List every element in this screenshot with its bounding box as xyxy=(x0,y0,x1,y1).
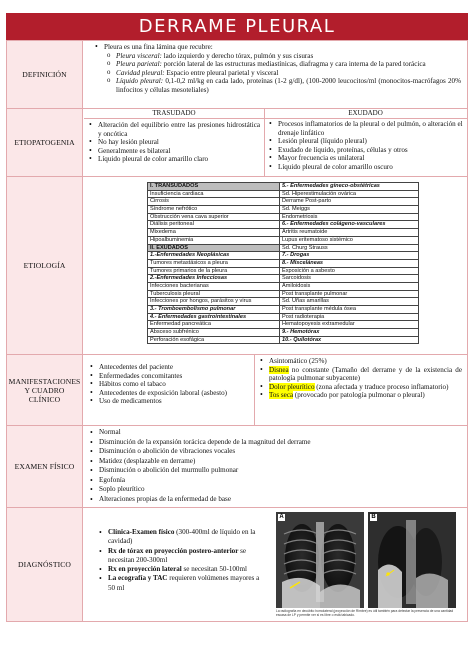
section-diagnostico xyxy=(6,508,468,622)
table-cell: 6.- Enfermedades colágeno-vasculares xyxy=(280,221,419,229)
list-item: • Clínica-Examen físico (300-400ml de líquido en la cavidad) xyxy=(98,528,268,547)
table-row xyxy=(148,259,419,267)
table-cell: Absceso subfrénico xyxy=(148,329,280,337)
definicion-label: DEFINICIÓN xyxy=(7,41,83,108)
table-cell: Mixedema xyxy=(148,229,280,237)
table-cell: 5.- Enfermedades gineco-obstétricas xyxy=(280,183,419,191)
list-item: • Rx de tórax en proyección postero-anterior se necesitan 200-300ml xyxy=(98,547,268,566)
table-row xyxy=(148,236,419,244)
definicion-item: o Líquido pleural: 0,1-0,2 ml/kg en cada lado, proteínas (1-2 g/dl), (100-2000 leucocitos/ml (monocitos-macrófagos 20% linfocitos y células mesoteliales) xyxy=(107,77,461,94)
list-item: • No hay lesión pleural xyxy=(88,138,260,147)
table-row xyxy=(148,190,419,198)
trasudado-header: TRASUDADO xyxy=(152,109,196,117)
list-item: • Hábitos como el tabaco xyxy=(89,380,249,389)
table-row xyxy=(148,282,419,290)
examen-list xyxy=(89,428,462,504)
table-cell: Artritis reumatoide xyxy=(280,229,419,237)
list-item: • Exudado de líquido, proteínas, células y otros xyxy=(268,146,463,155)
list-item: • Enfermedades concomitantes xyxy=(89,372,249,381)
list-item: • Líquido pleural de color amarillo oscuro xyxy=(268,163,463,172)
table-cell: Tumores primarios de la pleura xyxy=(148,267,280,275)
table-cell: Hematopoyesis extramedular xyxy=(280,321,419,329)
xray-figure xyxy=(276,512,462,616)
xray-tag-a: A xyxy=(279,514,284,520)
list-item: • Disminución o abolición de vibraciones vocales xyxy=(89,447,462,457)
table-cell: Hipoalbuminemia xyxy=(148,236,280,244)
table-row xyxy=(148,221,419,229)
table-cell: 1.-Enfermedades Neoplásicas xyxy=(148,252,280,260)
table-cell: II. EXUDADOS xyxy=(148,244,280,252)
table-cell: Post transplante pulmonar xyxy=(280,290,419,298)
table-cell: I. TRANSUDADOS xyxy=(148,183,280,191)
definicion-item: o Pleura parietal: porción lateral de las estructuras mediastínicas, diafragma y cara interna de la pared torácica xyxy=(107,60,461,69)
list-item: • Tos seca (provocado por patología pulmonar o pleural) xyxy=(259,391,462,400)
table-cell: 3.- Tromboembolismo pulmonar xyxy=(148,306,280,314)
table-row xyxy=(148,290,419,298)
table-cell: Exposición a asbesto xyxy=(280,267,419,275)
table-cell: Perforación esofágica xyxy=(148,336,280,344)
table-row xyxy=(148,198,419,206)
table-row xyxy=(148,229,419,237)
table-row xyxy=(148,336,419,344)
etiopatogenia-label: ETIOPATOGENIA xyxy=(7,109,83,176)
section-etiopatogenia xyxy=(6,109,468,177)
table-cell: Tuberculosis pleural xyxy=(148,290,280,298)
xray-image-a xyxy=(276,512,364,608)
section-manifestaciones xyxy=(6,355,468,426)
list-item: • Disminución o abolición del murmullo pulmonar xyxy=(89,466,462,476)
list-item: • Antecedentes de exposición laboral (asbesto) xyxy=(89,389,249,398)
xray-image-b xyxy=(368,512,456,608)
table-cell: 4.- Enfermedades gastrointestinales xyxy=(148,313,280,321)
list-item: • Asintomático (25%) xyxy=(259,357,462,366)
table-cell: Tumores metastásicos a pleura xyxy=(148,259,280,267)
list-item: • Alteraciones propias de la enfermedad de base xyxy=(89,495,462,505)
table-cell: Amiloidosis xyxy=(280,282,419,290)
definicion-item: o Pleura visceral: lado izquierdo y derecho tórax, pulmón y sus cisuras xyxy=(107,52,461,61)
xray-tag-b: B xyxy=(371,514,376,520)
table-cell: 10.- Quilotórax xyxy=(280,336,419,344)
table-row xyxy=(148,313,419,321)
table-cell: Obstrucción vena cava superior xyxy=(148,213,280,221)
list-item: • Líquido pleural de color amarillo claro xyxy=(88,155,260,164)
table-cell: Post radioterapia xyxy=(280,313,419,321)
table-row xyxy=(148,306,419,314)
exudado-list xyxy=(268,120,463,172)
table-cell: Sd. Uñas amarillas xyxy=(280,298,419,306)
table-cell: Infecciones por hongos, parásitos y virus xyxy=(148,298,280,306)
table-row xyxy=(148,183,419,191)
table-cell: 9.- Hemotórax xyxy=(280,329,419,337)
table-cell: Sarcoidosis xyxy=(280,275,419,283)
list-item: • Alteración del equilibrio entre las presiones hidrostática y oncótica xyxy=(88,121,260,138)
section-definicion xyxy=(6,40,468,109)
page-title: DERRAME PLEURAL xyxy=(6,13,468,40)
table-cell: Post transplante médula ósea xyxy=(280,306,419,314)
table-cell: Sd. Churg Strauss xyxy=(280,244,419,252)
xray-caption: La radiografía en decúbito homolateral (proyección de Rimbre) es útil también para detectar la presencia de una cantidad escasa de LP y permite ver si es libre o está tabicado. xyxy=(276,609,454,617)
table-row xyxy=(148,321,419,329)
list-item: • Rx en proyección lateral se necesitan 50-100ml xyxy=(98,565,268,574)
table-row xyxy=(148,244,419,252)
table-row xyxy=(148,206,419,214)
table-row xyxy=(148,267,419,275)
list-item: • Egofonía xyxy=(89,476,462,486)
table-cell: Endometriosis xyxy=(280,213,419,221)
manifestaciones-right-list xyxy=(259,357,462,400)
table-cell: Sd. Hiperestimulación ovárica xyxy=(280,190,419,198)
etiologia-table xyxy=(147,182,419,344)
list-item: • Generalmente es bilateral xyxy=(88,147,260,156)
table-cell: Síndrome nefrótico xyxy=(148,206,280,214)
list-item: • Procesos inflamatorios de la pleural o del pulmón, o alteración el drenaje linfático xyxy=(268,120,463,137)
manifestaciones-left-list xyxy=(89,363,249,406)
table-cell: Cirrosis xyxy=(148,198,280,206)
list-item: • Soplo pleurítico xyxy=(89,485,462,495)
list-item: • Disminución de la expansión torácica depende de la magnitud del derrame xyxy=(89,438,462,448)
section-examen-fisico xyxy=(6,426,468,508)
table-row xyxy=(148,329,419,337)
etiologia-label: ETIOLOGÍA xyxy=(7,177,83,354)
manifestaciones-label: MANIFESTACIONES Y CUADRO CLÍNICO xyxy=(7,355,83,425)
table-row xyxy=(148,275,419,283)
exudado-header: EXUDADO xyxy=(348,109,383,117)
list-item: • Disnea no constante (Tamaño del derrame y de la existencia de patología pulmonar subyacente) xyxy=(259,366,462,383)
definicion-intro: • Pleura es una fina lámina que recubre: o Pleura visceral: lado izquierdo y derecho tórax, pulmón y sus cisuras o Pleura parietal: porción lateral de las estructuras mediastínicas, diafragma y cara interna de la pared torácica o Cavidad pleural: Espacio entre pleural parietal y visceral o Líquido pleural: 0,1-0,2 ml/kg en cada lado, proteínas (1-2 g/dl), (100-2000 leucocitos/ml (monocitos-macrófagos 20% linfocitos y células mesoteliales) xyxy=(94,43,461,95)
table-cell: Diálisis peritoneal xyxy=(148,221,280,229)
list-item: • Mayor frecuencia es unilateral xyxy=(268,154,463,163)
list-item: • Dolor pleurítico (zona afectada y traduce proceso inflamatorio) xyxy=(259,383,462,392)
table-cell: 2.-Enfermedades Infecciosas xyxy=(148,275,280,283)
list-item: • Uso de medicamentos xyxy=(89,397,249,406)
table-cell: Sd. Meiggs xyxy=(280,206,419,214)
list-item: • La ecografía y TAC requieren volúmenes mayores a 50 ml xyxy=(98,574,268,593)
trasudado-list xyxy=(88,121,260,164)
list-item: • Antecedentes del paciente xyxy=(89,363,249,372)
definicion-item: o Cavidad pleural: Espacio entre pleural parietal y visceral xyxy=(107,69,461,78)
table-row xyxy=(148,298,419,306)
table-cell: Derrame Post-parto xyxy=(280,198,419,206)
table-row xyxy=(148,213,419,221)
examen-label: EXAMEN FÍSICO xyxy=(7,426,83,507)
section-etiologia xyxy=(6,177,468,355)
table-cell: Enfermedad pancreática xyxy=(148,321,280,329)
list-item: • Normal xyxy=(89,428,462,438)
table-cell: 7.- Drogas xyxy=(280,252,419,260)
table-row xyxy=(148,252,419,260)
diagnostico-label: DIAGNÓSTICO xyxy=(7,508,83,621)
table-cell: Lupus eritematoso sistémico xyxy=(280,236,419,244)
list-item: • Matidez (desplazable en derrame) xyxy=(89,457,462,467)
list-item: • Lesión pleural (líquido pleural) xyxy=(268,137,463,146)
table-cell: 8.- Misceláneas xyxy=(280,259,419,267)
diagnostico-list xyxy=(98,528,268,593)
table-cell: Infecciones bacterianas xyxy=(148,282,280,290)
table-cell: Insuficiencia cardiaca xyxy=(148,190,280,198)
